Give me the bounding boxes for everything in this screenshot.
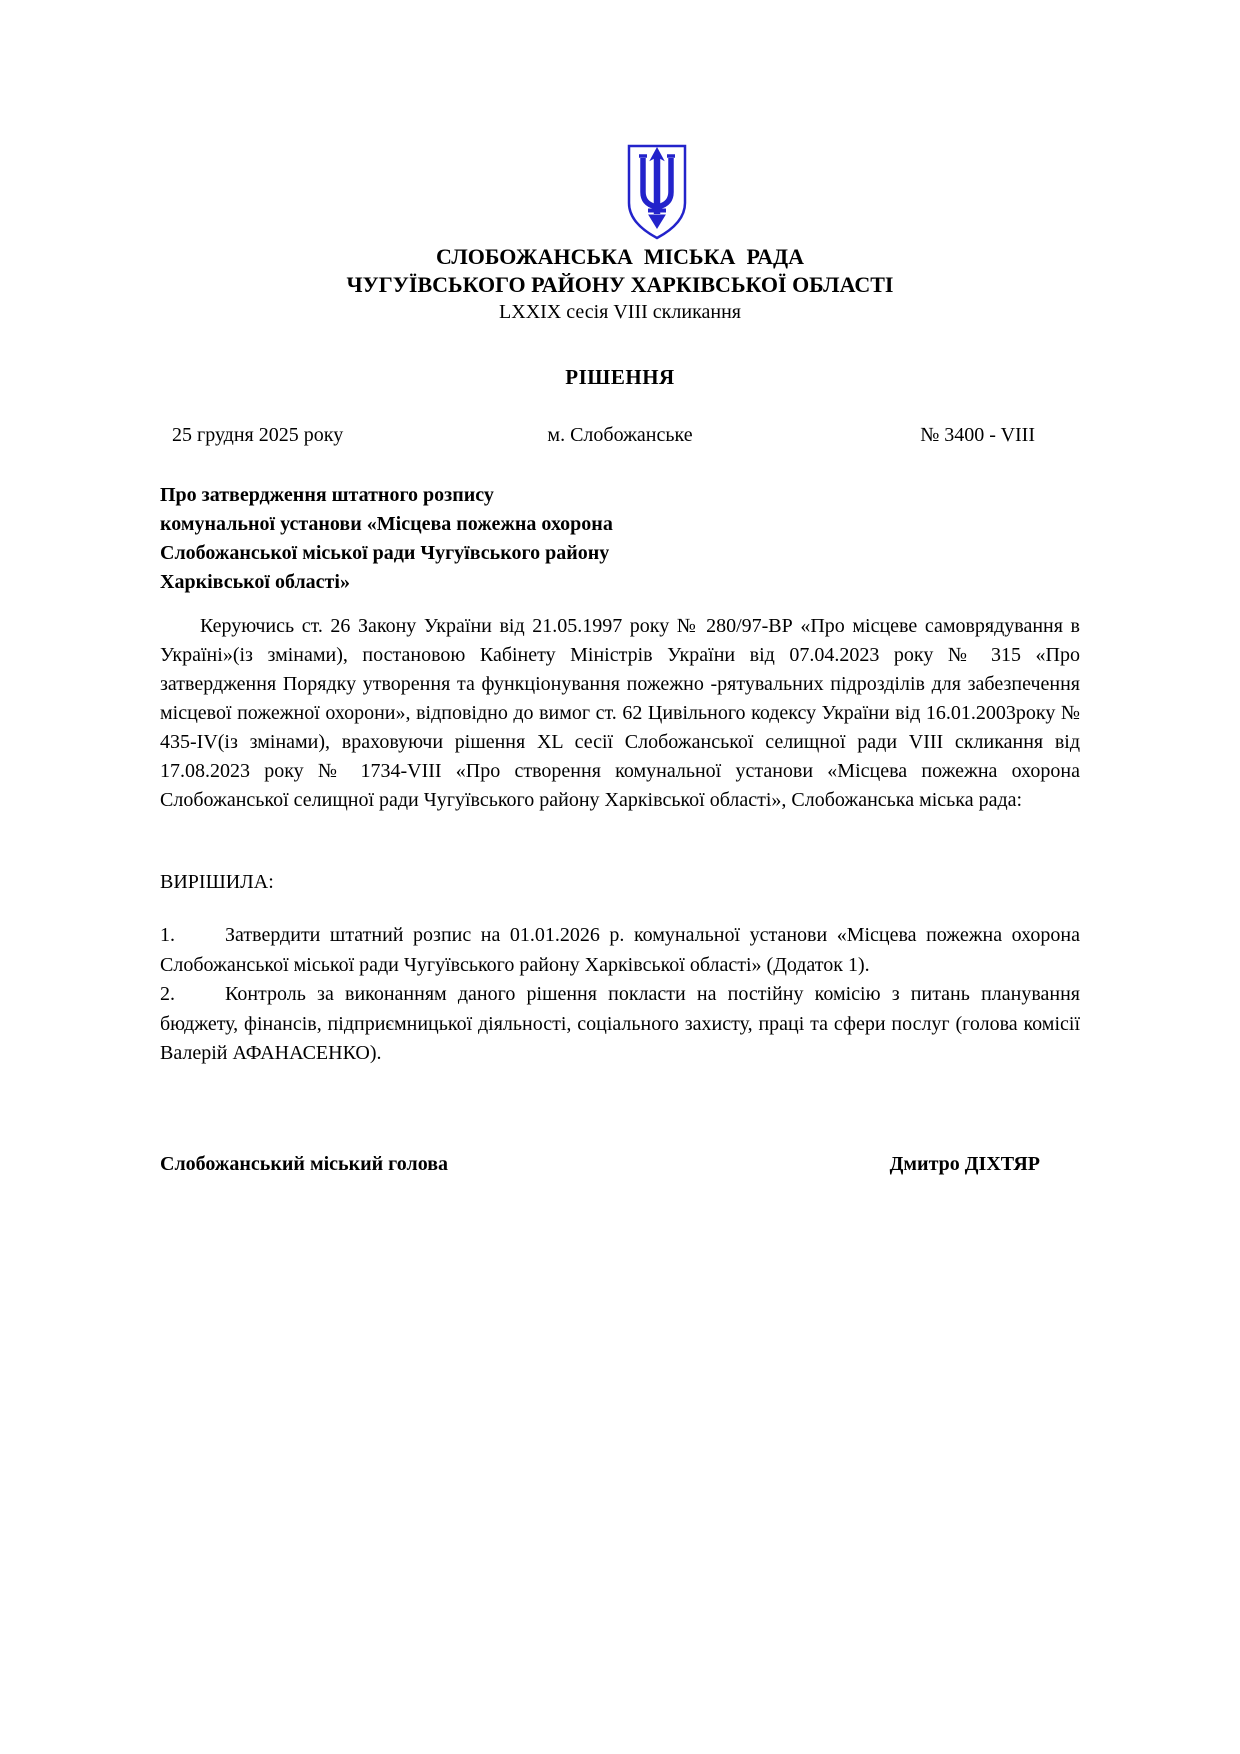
resolved-label: ВИРІШИЛА: xyxy=(160,871,274,893)
doc-date: 25 грудня 2025 року xyxy=(172,424,344,446)
doc-place: м. Слобожанське xyxy=(547,424,693,446)
document-header xyxy=(0,243,1240,324)
resolution-item-1 xyxy=(160,921,1080,980)
doc-title-line: Слобожанської міської ради Чугуївського району xyxy=(160,542,610,564)
signer-name: Дмитро ДІХТЯР xyxy=(889,1153,1040,1175)
session-line: LXXIX сесія VIII скликання xyxy=(499,301,741,323)
item-number: 2. xyxy=(160,983,175,1005)
tryzub-emblem-icon xyxy=(626,144,688,240)
meta-row xyxy=(0,424,1240,450)
doc-type-title: РІШЕННЯ xyxy=(565,365,675,389)
council-name: СЛОБОЖАНСЬКА МІСЬКА РАДА xyxy=(436,244,804,269)
doc-title-line: комунальної установи «Місцева пожежна охорона xyxy=(160,513,613,535)
signer-position: Слобожанський міський голова xyxy=(160,1153,448,1175)
doc-title-line: Про затвердження штатного розпису xyxy=(160,484,494,506)
item-number: 1. xyxy=(160,924,175,946)
resolution-item-2 xyxy=(160,980,1080,1069)
doc-title-line: Харківської області» xyxy=(160,571,350,593)
signature-row xyxy=(160,1153,1040,1176)
item-text: Затвердити штатний розпис на 01.01.2026 р. комунальної установи «Місцева пожежна охорона Слобожанської міської ради Чугуївського району Харківської області» (Додаток 1). xyxy=(160,924,1080,976)
doc-title-block xyxy=(160,481,840,597)
item-text: Контроль за виконанням даного рішення покласти на постійну комісію з питань планування бюджету, фінансів, підприємницької діяльності, соціального захисту, праці та сфери послуг (голова комісії Валерій АФАНАСЕНКО). xyxy=(160,983,1080,1064)
preamble-paragraph: Керуючись ст. 26 Закону України від 21.05.1997 року № 280/97-ВР «Про місцеве самоврядування в Україні»(із змінами), постановою Кабінету Міністрів України від 07.04.2023 року № 315 «Про затвердження Порядку утворення та функціонування пожежно -рятувальних підрозділів для забезпечення місцевої пожежної охорони», відповідно до вимог ст. 62 Цивільного кодексу України від 16.01.2003року № 435-IV(із змінами), враховуючи рішення XL сесії Слобожанської селищної ради VIII скликання від 17.08.2023 року № 1734-VIII «Про створення комунальної установи «Місцева пожежна охорона Слобожанської селищної ради Чугуївського району Харківської області», Слобожанська міська рада: xyxy=(160,615,1080,811)
resolution-items xyxy=(160,921,1080,1069)
doc-number: № 3400 - VIII xyxy=(920,424,1035,446)
district-name: ЧУГУЇВСЬКОГО РАЙОНУ ХАРКІВСЬКОЇ ОБЛАСТІ xyxy=(346,272,894,297)
